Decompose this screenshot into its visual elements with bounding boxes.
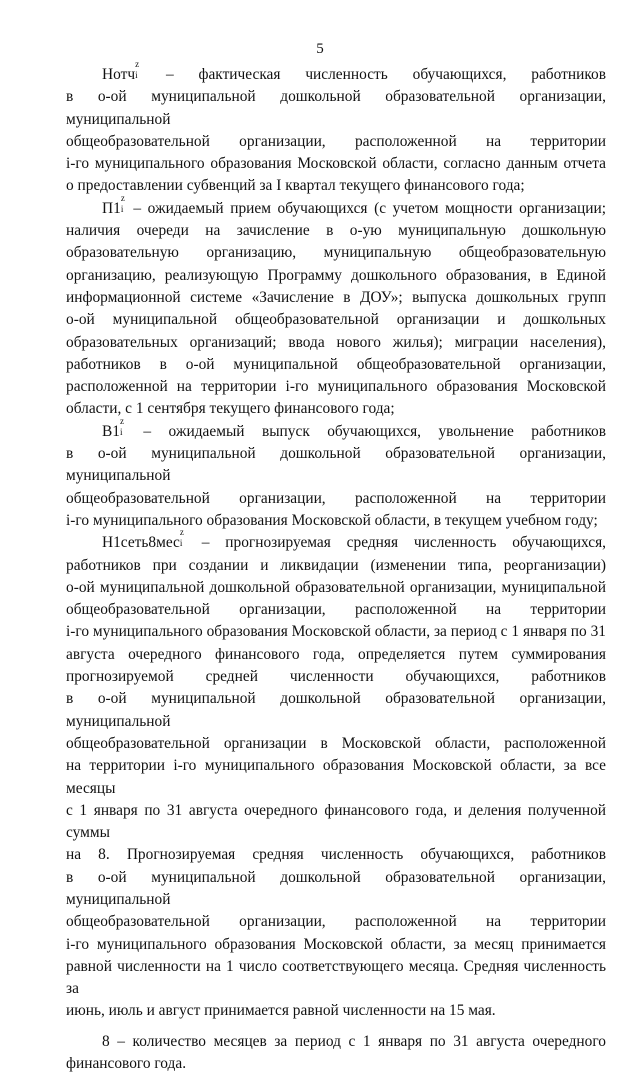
text-line: о предоставлении субвенций за I квартал текущего финансового года; xyxy=(66,177,525,195)
page-number: 5 xyxy=(316,41,324,57)
text-line: В1 z i – ожидаемый выпуск обучающихся, увольнение работников xyxy=(102,415,606,440)
text-line: образовательных организаций; ввода нового жилья); миграции населения), xyxy=(66,333,606,351)
text-line: общеобразовательной организации, расположенной на территории xyxy=(66,601,606,619)
text-line: июнь, июль и август принимается равной численности на 15 мая. xyxy=(66,1002,496,1020)
symbol-p1: П1 z i xyxy=(102,192,125,217)
text-line: Н1сеть8мес z i – прогнозируемая средняя численность обучающихся, xyxy=(102,527,606,552)
text-line: в о-ой муниципальной дошкольной образовательной организации, муниципальной xyxy=(66,88,606,128)
text-line: П1 z i – ожидаемый прием обучающихся (с учетом мощности организации; xyxy=(102,192,606,217)
text-line: i-го муниципального образования Московской области, за месяц принимается xyxy=(66,935,606,953)
text-line: i-го муниципального образования Московской области, согласно данным отчета xyxy=(66,155,606,173)
text-line: 8 – количество месяцев за период с 1 января по 31 августа очередного xyxy=(102,1032,606,1050)
text-line: с 1 января по 31 августа очередного финансового года, и деления полученной суммы xyxy=(66,801,606,842)
text-line: области, с 1 сентября текущего финансового года; xyxy=(66,400,395,418)
text-line: о-ой муниципальной дошкольной образовательной организации, муниципальной xyxy=(66,578,606,596)
text-line: общеобразовательной организации, расположенной на территории xyxy=(66,913,606,931)
text-line: общеобразовательной организации в Московской области, расположенной xyxy=(66,734,606,752)
text-line: работников при создании и ликвидации (изменении типа, реорганизации) xyxy=(66,556,606,574)
text-line: общеобразовательной организации, расположенной на территории xyxy=(66,489,606,507)
paragraph-gap xyxy=(66,1023,606,1031)
text-line: i-го муниципального образования Московской области, за период с 1 января по 31 xyxy=(66,623,606,641)
definition-p1 xyxy=(66,192,606,421)
text-line: в о-ой муниципальной дошкольной образовательной организации, муниципальной xyxy=(66,868,606,908)
text-line: в о-ой муниципальной дошкольной образовательной организации, муниципальной xyxy=(66,690,606,730)
text-line: на 8. Прогнозируемая средняя численность обучающихся, работников xyxy=(66,846,606,864)
text-line: организацию, реализующую Программу дошкольного образования, в Единой xyxy=(66,266,606,284)
text-line: равной численности на 1 число соответствующего месяца. Средняя численность за xyxy=(66,957,606,998)
symbol-h1set8mes: Н1сеть8мес z i xyxy=(102,527,184,552)
document-body xyxy=(66,59,606,1075)
text-line: в о-ой муниципальной дошкольной образовательной организации, муниципальной xyxy=(66,445,606,485)
definition-h1set8mes xyxy=(66,527,606,1023)
text-line: наличия очереди на зачисление в о-ую муниципальную дошкольную xyxy=(66,222,606,240)
text-line: работников в о-ой муниципальной общеобразовательной организации, xyxy=(66,355,606,373)
symbol-b1: В1 z i xyxy=(102,415,124,440)
definition-b1 xyxy=(66,415,606,532)
definition-notch xyxy=(66,59,606,198)
text-line: на территории i-го муниципального образования Московской области, за все месяцы xyxy=(66,757,606,797)
text-line: информационной системе «Зачисление в ДОУ»; выпуска дошкольных групп xyxy=(66,288,606,306)
symbol-notch: Нотч z i xyxy=(102,59,140,83)
text-line: i-го муниципального образования Московской области, в текущем учебном году; xyxy=(66,511,598,529)
text-line: образовательную организацию, муниципальную общеобразовательную xyxy=(66,244,606,262)
text-line: августа очередного финансового года, определяется путем суммирования xyxy=(66,645,606,663)
text-line: общеобразовательной организации, расположенной на территории xyxy=(66,132,606,150)
text-line: прогнозируемой средней численности обучающихся, работников xyxy=(66,668,606,686)
definition-months-count xyxy=(66,1031,606,1075)
text-line: Нотч z i – фактическая численность обучающихся, работников xyxy=(102,59,606,83)
text-line: финансового года. xyxy=(66,1055,187,1073)
text-line: о-ой муниципальной общеобразовательной организации и дошкольных xyxy=(66,311,606,329)
text-line: расположенной на территории i-го муниципального образования Московской xyxy=(66,378,606,396)
